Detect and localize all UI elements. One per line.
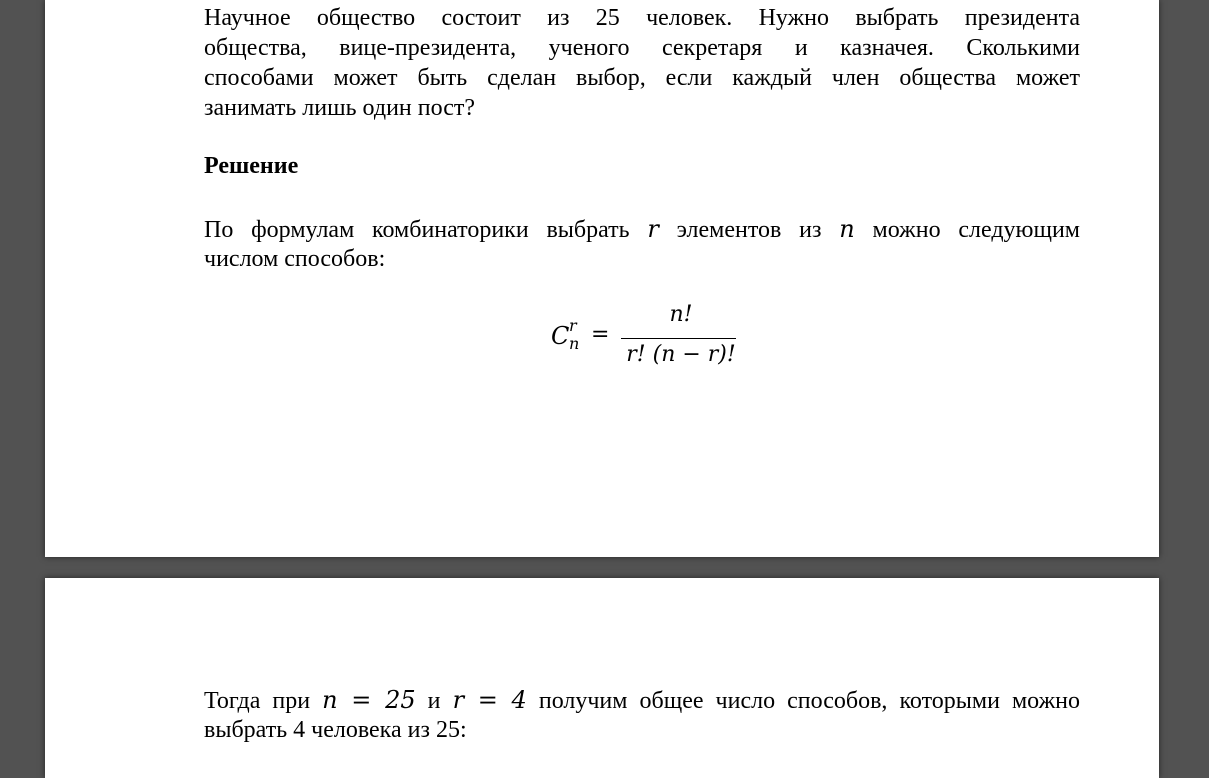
- problem-statement: [204, 3, 1080, 123]
- substitution-line: выбрать 4 человека из 25:: [204, 717, 467, 743]
- document-page-1: [45, 0, 1159, 557]
- intro-text: можно следующим: [854, 217, 1080, 243]
- substitution-text: Тогда при: [204, 688, 323, 714]
- var-n: n: [839, 215, 855, 243]
- substitution-paragraph: [204, 685, 1080, 745]
- intro-text: элементов из: [658, 217, 840, 243]
- r-equals: r = 4: [452, 686, 527, 714]
- formula-numerator: n!: [669, 302, 693, 327]
- formula-denominator: r! (n − r)!: [626, 342, 736, 367]
- fraction-bar: [621, 338, 736, 339]
- formula-equals: =: [591, 322, 610, 347]
- intro-line: [204, 214, 1080, 244]
- n-equals: n = 25: [322, 686, 416, 714]
- problem-line: способами может быть сделан выбор, если каждый член общества может: [204, 65, 1080, 91]
- formula-symbol: C: [551, 322, 570, 350]
- formula-subscript: n: [569, 334, 580, 353]
- formula-superscript: r: [569, 316, 577, 335]
- substitution-text: получим общее число способов, которыми можно: [526, 688, 1081, 714]
- substitution-line: [204, 685, 1080, 715]
- problem-line: Научное общество состоит из 25 человек. Нужно выбрать президента: [204, 5, 1080, 31]
- var-r: r: [647, 215, 659, 243]
- document-page-2: [45, 578, 1159, 778]
- problem-line: общества, вице-президента, ученого секретаря и казначея. Сколькими: [204, 35, 1080, 61]
- combination-formula: [551, 302, 791, 382]
- solution-intro: [204, 214, 1080, 274]
- substitution-text: и: [415, 688, 453, 714]
- intro-text: По формулам комбинаторики выбрать: [204, 217, 648, 243]
- problem-line: занимать лишь один пост?: [204, 95, 475, 121]
- solution-heading: Решение: [204, 153, 299, 179]
- intro-line: числом способов:: [204, 246, 386, 272]
